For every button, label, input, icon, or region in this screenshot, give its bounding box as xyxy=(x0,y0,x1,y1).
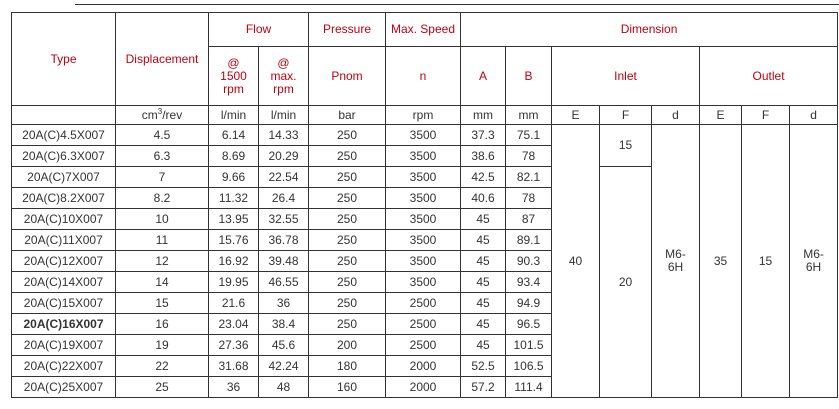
cell-pnom: 180 xyxy=(309,356,386,377)
outlet-f-value: 15 xyxy=(742,125,790,398)
cell-pnom: 250 xyxy=(309,293,386,314)
type-unit-cell xyxy=(12,106,116,125)
cell-b: 96.5 xyxy=(506,314,552,335)
col-displacement-header: Displacement xyxy=(116,13,209,106)
cell-disp: 16 xyxy=(116,314,209,335)
cell-b: 101.5 xyxy=(506,335,552,356)
inlet-d-line1: M6- xyxy=(665,247,686,261)
cell-type: 20A(C)15X007 xyxy=(12,293,116,314)
flow-max-at: @ xyxy=(277,55,290,70)
cell-disp: 8.2 xyxy=(116,188,209,209)
inlet-d-label: d xyxy=(652,106,700,125)
pnom-header: Pnom xyxy=(309,47,386,106)
cell-flowmax: 36 xyxy=(259,293,309,314)
cell-flowmax: 39.48 xyxy=(259,251,309,272)
inlet-f-bottom-value: 20 xyxy=(600,167,652,398)
flow-max-header xyxy=(259,47,309,106)
top-rule xyxy=(75,4,839,5)
cell-b: 111.4 xyxy=(506,377,552,398)
cell-a: 45 xyxy=(461,335,506,356)
cell-flow1500: 21.6 xyxy=(209,293,259,314)
cell-b: 90.3 xyxy=(506,251,552,272)
cell-flowmax: 32.55 xyxy=(259,209,309,230)
cell-pnom: 250 xyxy=(309,314,386,335)
inlet-f-label: F xyxy=(600,106,652,125)
cell-flowmax: 22.54 xyxy=(259,167,309,188)
cell-b: 82.1 xyxy=(506,167,552,188)
cell-b: 78 xyxy=(506,188,552,209)
outlet-e-label: E xyxy=(700,106,742,125)
cell-a: 45 xyxy=(461,230,506,251)
cell-a: 45 xyxy=(461,209,506,230)
cell-disp: 12 xyxy=(116,251,209,272)
cell-b: 94.9 xyxy=(506,293,552,314)
cell-n: 3500 xyxy=(386,230,461,251)
n-header: n xyxy=(386,47,461,106)
cell-n: 2500 xyxy=(386,335,461,356)
cell-flowmax: 36.78 xyxy=(259,230,309,251)
cell-pnom: 250 xyxy=(309,230,386,251)
inlet-f-top-value: 15 xyxy=(600,125,652,167)
cell-disp: 6.3 xyxy=(116,146,209,167)
cell-disp: 15 xyxy=(116,293,209,314)
cell-type: 20A(C)12X007 xyxy=(12,251,116,272)
outlet-d-label: d xyxy=(790,106,838,125)
units-row xyxy=(12,106,838,125)
cell-n: 2500 xyxy=(386,293,461,314)
cell-disp: 4.5 xyxy=(116,125,209,146)
cell-type: 20A(C)10X007 xyxy=(12,209,116,230)
cell-disp: 7 xyxy=(116,167,209,188)
displacement-unit: $cm^3$/rev xyxy=(116,106,209,125)
cell-b: 93.4 xyxy=(506,272,552,293)
cell-pnom: 250 xyxy=(309,209,386,230)
cell-flowmax: 42.24 xyxy=(259,356,309,377)
col-pressure-header: Pressure xyxy=(309,13,386,47)
cell-n: 3500 xyxy=(386,146,461,167)
cell-type: 20A(C)11X007 xyxy=(12,230,116,251)
outlet-d-line1: M6- xyxy=(803,247,824,261)
cell-disp: 10 xyxy=(116,209,209,230)
cell-n: 2500 xyxy=(386,314,461,335)
flow-1500-at: @ xyxy=(227,55,240,70)
pressure-unit: bar xyxy=(309,106,386,125)
cell-flow1500: 8.69 xyxy=(209,146,259,167)
cell-flowmax: 46.55 xyxy=(259,272,309,293)
cell-pnom: 250 xyxy=(309,146,386,167)
cell-n: 3500 xyxy=(386,251,461,272)
cell-b: 89.1 xyxy=(506,230,552,251)
cell-flowmax: 45.6 xyxy=(259,335,309,356)
flow1-unit: l/min xyxy=(209,106,259,125)
inlet-header: Inlet xyxy=(552,47,700,106)
cell-pnom: 250 xyxy=(309,167,386,188)
col-max-speed-header: Max. Speed xyxy=(386,13,461,47)
header-row-1 xyxy=(12,13,838,47)
cell-flowmax: 26.4 xyxy=(259,188,309,209)
cell-flow1500: 6.14 xyxy=(209,125,259,146)
cell-pnom: 250 xyxy=(309,251,386,272)
outlet-d-line2: 6H xyxy=(805,260,822,274)
cell-flow1500: 31.68 xyxy=(209,356,259,377)
cell-type: 20A(C)16X007 xyxy=(12,314,116,335)
cell-flowmax: 20.29 xyxy=(259,146,309,167)
cell-type: 20A(C)8.2X007 xyxy=(12,188,116,209)
cell-type: 20A(C)4.5X007 xyxy=(12,125,116,146)
flow-max-unit: rpm xyxy=(273,81,294,96)
col-flow-header: Flow xyxy=(209,13,309,47)
cell-b: 75.1 xyxy=(506,125,552,146)
outlet-d-value xyxy=(790,125,838,398)
cell-pnom: 200 xyxy=(309,335,386,356)
cell-a: 45 xyxy=(461,272,506,293)
cell-n: 3500 xyxy=(386,272,461,293)
pump-spec-table xyxy=(11,12,838,398)
a-header: A xyxy=(461,47,506,106)
speed-unit: rpm xyxy=(386,106,461,125)
cell-pnom: 250 xyxy=(309,188,386,209)
cell-disp: 11 xyxy=(116,230,209,251)
b-header: B xyxy=(506,47,552,106)
cell-n: 2000 xyxy=(386,356,461,377)
cell-pnom: 250 xyxy=(309,272,386,293)
cell-flowmax: 48 xyxy=(259,377,309,398)
cell-flowmax: 38.4 xyxy=(259,314,309,335)
a-unit: mm xyxy=(461,106,506,125)
cell-type: 20A(C)6.3X007 xyxy=(12,146,116,167)
flow-1500-num: 1500 xyxy=(220,68,247,83)
cell-n: 3500 xyxy=(386,188,461,209)
cell-flow1500: 15.76 xyxy=(209,230,259,251)
cell-flow1500: 11.32 xyxy=(209,188,259,209)
cell-pnom: 160 xyxy=(309,377,386,398)
flow-1500-header xyxy=(209,47,259,106)
cell-flow1500: 19.95 xyxy=(209,272,259,293)
outlet-header: Outlet xyxy=(700,47,838,106)
flow-max-label: max. xyxy=(270,68,297,83)
cell-n: 3500 xyxy=(386,209,461,230)
cell-n: 2000 xyxy=(386,377,461,398)
cell-type: 20A(C)7X007 xyxy=(12,167,116,188)
inlet-d-line2: 6H xyxy=(667,260,684,274)
cell-disp: 14 xyxy=(116,272,209,293)
cell-flow1500: 27.36 xyxy=(209,335,259,356)
inlet-e-value: 40 xyxy=(552,125,600,398)
cell-pnom: 250 xyxy=(309,125,386,146)
cell-n: 3500 xyxy=(386,167,461,188)
cell-type: 20A(C)22X007 xyxy=(12,356,116,377)
cell-a: 42.5 xyxy=(461,167,506,188)
cell-a: 38.6 xyxy=(461,146,506,167)
inlet-e-label: E xyxy=(552,106,600,125)
cell-type: 20A(C)19X007 xyxy=(12,335,116,356)
cell-a: 45 xyxy=(461,293,506,314)
cell-flow1500: 13.95 xyxy=(209,209,259,230)
cell-disp: 19 xyxy=(116,335,209,356)
cell-a: 40.6 xyxy=(461,188,506,209)
col-type-header: Type xyxy=(12,13,116,106)
outlet-f-label: F xyxy=(742,106,790,125)
cell-disp: 22 xyxy=(116,356,209,377)
cell-a: 52.5 xyxy=(461,356,506,377)
cell-flowmax: 14.33 xyxy=(259,125,309,146)
b-unit: mm xyxy=(506,106,552,125)
cell-a: 57.2 xyxy=(461,377,506,398)
col-dimension-header: Dimension xyxy=(461,13,838,47)
flow-1500-unit: rpm xyxy=(223,81,244,96)
cell-type: 20A(C)14X007 xyxy=(12,272,116,293)
cell-flow1500: 36 xyxy=(209,377,259,398)
cell-disp: 25 xyxy=(116,377,209,398)
outlet-e-value: 35 xyxy=(700,125,742,398)
cell-a: 45 xyxy=(461,314,506,335)
cell-flow1500: 23.04 xyxy=(209,314,259,335)
cell-b: 87 xyxy=(506,209,552,230)
cell-a: 37.3 xyxy=(461,125,506,146)
table-row xyxy=(12,125,838,146)
cell-a: 45 xyxy=(461,251,506,272)
cell-flow1500: 9.66 xyxy=(209,167,259,188)
flow2-unit: l/min xyxy=(259,106,309,125)
inlet-d-value xyxy=(652,125,700,398)
cell-b: 78 xyxy=(506,146,552,167)
cell-type: 20A(C)25X007 xyxy=(12,377,116,398)
cell-n: 3500 xyxy=(386,125,461,146)
cell-b: 106.5 xyxy=(506,356,552,377)
cell-flow1500: 16.92 xyxy=(209,251,259,272)
